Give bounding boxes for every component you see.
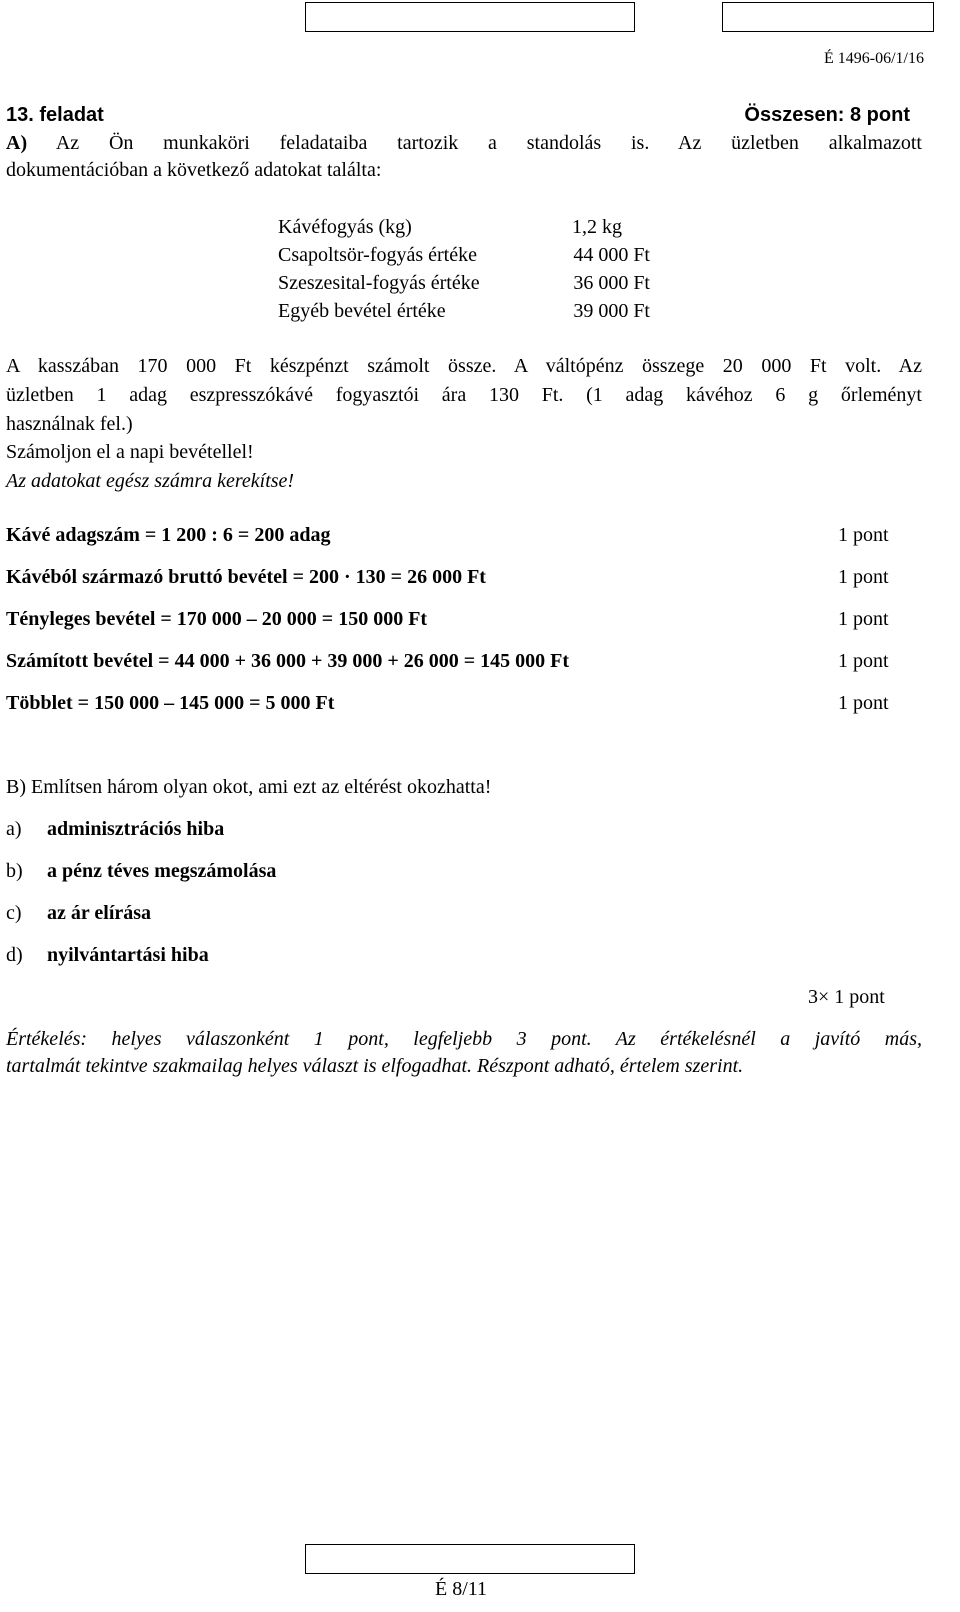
paragraph-line2: üzletben 1 adag eszpresszókávé fogyasztói ára 130 Ft. (1 adag kávéhoz 6 g őrleményt: [6, 384, 922, 406]
paragraph-line3: használnak fel.): [6, 413, 133, 435]
answer-text: a pénz téves megszámolása: [47, 860, 277, 882]
data-label: Szeszesital-fogyás értéke: [278, 272, 480, 294]
page-number: É 8/11: [434, 1578, 488, 1600]
solution-line: Tényleges bevétel = 170 000 – 20 000 = 150 000 Ft: [6, 608, 428, 630]
solution-line: Kávé adagszám = 1 200 : 6 = 200 adag: [6, 524, 331, 546]
task-total: Összesen: 8 pont: [744, 104, 910, 126]
data-value: 1,2 kg: [572, 216, 622, 238]
answer-text: nyilvántartási hiba: [47, 944, 209, 966]
task-title: 13. feladat: [6, 104, 104, 126]
header-box-left: [305, 2, 635, 32]
header-box-right: [722, 2, 934, 32]
solution-points: 1 pont: [838, 608, 889, 630]
evaluation-line1: Értékelés: helyes válaszonként 1 pont, legfeljebb 3 pont. Az értékelésnél a javító más,: [6, 1028, 922, 1050]
solution-points: 1 pont: [838, 566, 889, 588]
part-b-points: 3× 1 pont: [808, 986, 885, 1008]
part-a-label: A): [6, 132, 28, 154]
solution-line: Kávéból származó bruttó bevétel = 200 · 130 = 26 000 Ft: [6, 566, 486, 588]
answer-text: adminisztrációs hiba: [47, 818, 225, 840]
data-label: Kávéfogyás (kg): [278, 216, 412, 238]
answer-letter: b): [6, 860, 23, 882]
paragraph-line1: A kasszában 170 000 Ft készpénzt számolt össze. A váltópénz összege 20 000 Ft volt. Az: [6, 355, 922, 377]
instruction-note: Az adatokat egész számra kerekítse!: [6, 470, 295, 492]
doc-code: É 1496-06/1/16: [824, 50, 924, 67]
answer-text: az ár elírása: [47, 902, 152, 924]
solution-line: Számított bevétel = 44 000 + 36 000 + 39 000 + 26 000 = 145 000 Ft: [6, 650, 570, 672]
part-b-question: B) Említsen három olyan okot, ami ezt az eltérést okozhatta!: [6, 776, 492, 798]
answer-letter: d): [6, 944, 23, 966]
solution-line: Többlet = 150 000 – 145 000 = 5 000 Ft: [6, 692, 335, 714]
data-value: 44 000 Ft: [573, 244, 650, 266]
answer-letter: a): [6, 818, 22, 840]
data-label: Csapoltsör-fogyás értéke: [278, 244, 477, 266]
footer-box: [305, 1544, 635, 1574]
evaluation-line2: tartalmát tekintve szakmailag helyes választ is elfogadhat. Részpont adható, értelem szerint.: [6, 1055, 744, 1077]
data-label: Egyéb bevétel értéke: [278, 300, 446, 322]
part-a-intro-line2: dokumentációban a következő adatokat találta:: [6, 159, 382, 181]
part-a-intro-line1: A) Az Ön munkaköri feladataiba tartozik a standolás is. Az üzletben alkalmazott: [6, 132, 922, 154]
instruction: Számoljon el a napi bevétellel!: [6, 441, 254, 463]
data-value: 36 000 Ft: [573, 272, 650, 294]
solution-points: 1 pont: [838, 692, 889, 714]
answer-letter: c): [6, 902, 22, 924]
data-value: 39 000 Ft: [573, 300, 650, 322]
solution-points: 1 pont: [838, 524, 889, 546]
solution-points: 1 pont: [838, 650, 889, 672]
